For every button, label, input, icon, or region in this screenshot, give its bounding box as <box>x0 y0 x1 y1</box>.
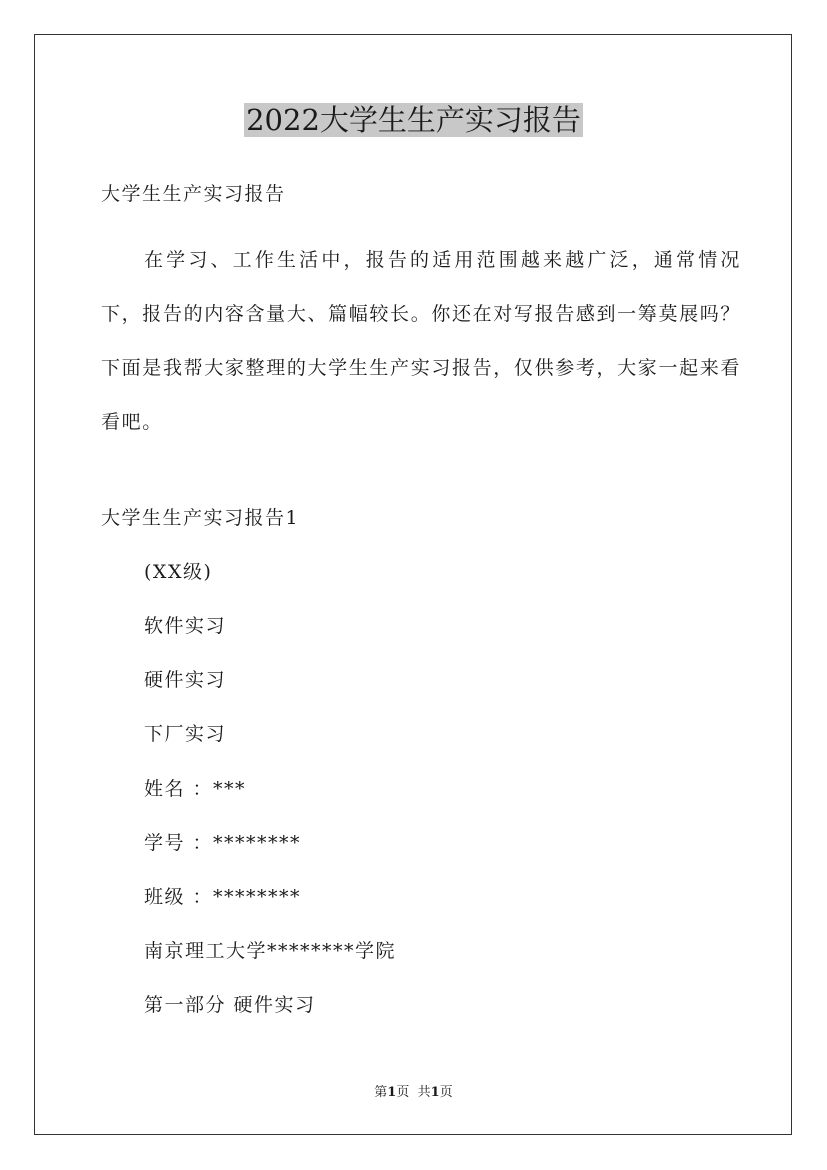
hardware-internship-line: 硬件实习 <box>144 669 227 691</box>
document-title <box>0 100 827 140</box>
factory-internship-line: 下厂实习 <box>144 723 227 745</box>
part-one-heading: 第一部分 硬件实习 <box>144 994 316 1016</box>
document-title-text: 2022大学生生产实习报告 <box>246 103 581 137</box>
footer-total-unit: 页 <box>439 1085 453 1100</box>
footer-page-total: 1 <box>430 1085 440 1100</box>
student-id-line: 学号 ：******** <box>144 832 302 854</box>
name-line: 姓名 ：*** <box>144 778 247 800</box>
page-footer <box>0 1084 827 1102</box>
class-line: 班级 ：******** <box>144 886 302 908</box>
university-line: 南京理工大学********学院 <box>144 940 397 962</box>
document-subtitle: 大学生生产实习报告 <box>101 183 286 205</box>
grade-line: (XX级) <box>144 561 213 583</box>
footer-page-current: 1 <box>387 1085 397 1100</box>
intro-paragraph: 在学习、工作生活中，报告的适用范围越来越广泛，通常情况下，报告的内容含量大、篇幅较长。你还在对写报告感到一筹莫展吗？下面是我帮大家整理的大学生生产实习报告，仅供参考，大家一起来看看吧。 <box>101 249 741 433</box>
software-internship-line: 软件实习 <box>144 615 227 637</box>
footer-page-unit: 页 <box>396 1085 410 1100</box>
footer-page-prefix: 第 <box>374 1085 388 1100</box>
section-heading: 大学生生产实习报告1 <box>101 507 300 529</box>
footer-total-prefix: 共 <box>417 1085 431 1100</box>
